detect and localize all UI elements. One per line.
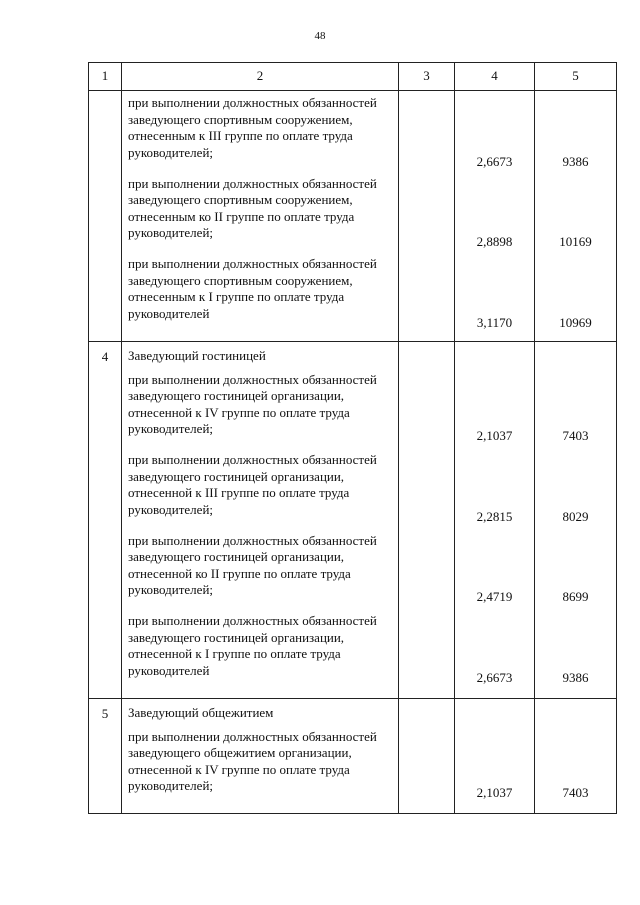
item-text: при выполнении должностных обязанностей заведующего гостиницей организации, отнесенной к III группе по оплате труда руководителей; (128, 452, 377, 517)
salary-table (88, 62, 617, 814)
col4-value: 2,8898 (476, 234, 513, 249)
description-cell (122, 698, 399, 814)
col5-value: 10969 (559, 314, 592, 330)
table-row (89, 341, 617, 698)
row-number (89, 91, 122, 342)
item-text: при выполнении должностных обязанностей заведующего спортивным сооружением, отнесенным к I группе по оплате труда руководителей (128, 256, 377, 321)
position-title: Заведующий гостиницей (128, 347, 266, 363)
col4-value: 2,1037 (476, 785, 513, 800)
item-text: при выполнении должностных обязанностей заведующего гостиницей организации, отнесенной ко II группе по оплате труда руководителей; (128, 532, 377, 597)
col5-value: 9386 (562, 669, 589, 685)
col5-value: 8029 (562, 508, 589, 524)
col5-cell (535, 698, 617, 814)
col5-value: 7403 (562, 785, 589, 800)
item-text: при выполнении должностных обязанностей заведующего спортивным сооружением, отнесенным ко II группе по оплате труда руководителей; (128, 175, 377, 240)
description-cell (122, 91, 399, 342)
item-text: при выполнении должностных обязанностей заведующего гостиницей организации, отнесенной к IV группе по оплате труда руководителей; (128, 371, 377, 436)
header-cell: 2 (122, 63, 399, 91)
header-cell: 5 (535, 63, 617, 91)
col3-cell (399, 91, 455, 342)
col4-cell (455, 91, 535, 342)
col3-cell (399, 698, 455, 814)
row-number: 5 (89, 698, 122, 814)
header-cell: 4 (455, 63, 535, 91)
table-row (89, 91, 617, 342)
col4-value: 2,2815 (476, 508, 513, 524)
col4-value: 2,1037 (476, 428, 513, 443)
position-title: Заведующий общежитием (128, 704, 274, 720)
col4-cell (455, 341, 535, 698)
col5-cell (535, 341, 617, 698)
col5-value: 8699 (562, 589, 589, 604)
header-cell: 3 (399, 63, 455, 91)
col3-cell (399, 341, 455, 698)
col4-value: 2,6673 (476, 669, 513, 685)
col4-value: 2,6673 (476, 153, 513, 169)
col4-value: 3,1170 (476, 314, 513, 330)
description-cell (122, 341, 399, 698)
col5-cell (535, 91, 617, 342)
item-text: при выполнении должностных обязанностей заведующего спортивным сооружением, отнесенным к III группе по оплате труда руководителей; (128, 95, 377, 160)
table-row (89, 698, 617, 814)
col4-value: 2,4719 (476, 589, 513, 604)
table-header-row (89, 63, 617, 91)
page-number: 48 (314, 30, 326, 42)
col5-value: 10169 (559, 234, 592, 249)
col5-value: 7403 (562, 428, 589, 443)
header-cell: 1 (89, 63, 122, 91)
row-number: 4 (89, 341, 122, 698)
col4-cell (455, 698, 535, 814)
item-text: при выполнении должностных обязанностей заведующего гостиницей организации, отнесенной к I группе по оплате труда руководителей (128, 613, 377, 678)
item-text: при выполнении должностных обязанностей заведующего общежитием организации, отнесенной к IV группе по оплате труда руководителей; (128, 728, 377, 793)
col5-value: 9386 (562, 153, 589, 169)
